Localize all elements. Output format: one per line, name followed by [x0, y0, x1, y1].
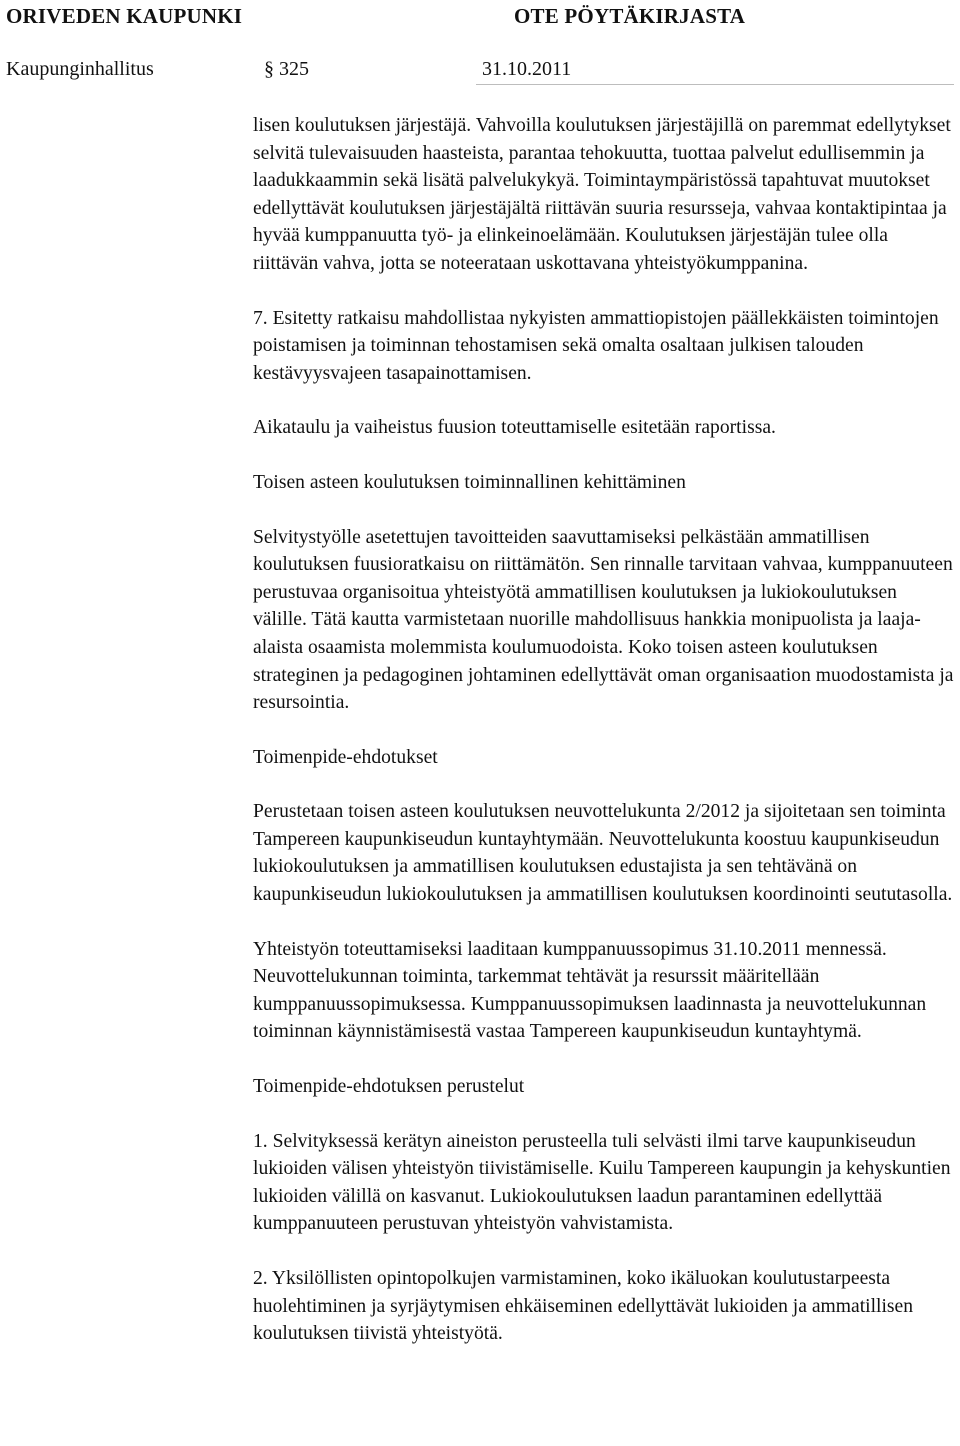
organization-name: ORIVEDEN KAUPUNKI	[6, 4, 243, 28]
paragraph-reason-1: 1. Selvityksessä kerätyn aineiston perusteella tuli selvästi ilmi tarve kaupunkiseudun lukioiden välisen yhteistyön tiivistämiselle. Kuilu Tampereen kaupungin ja kehyskuntien lukioiden välillä on kasvanut. Lukiokoulutuksen laadun parantaminen edellyttää kumppanuuteen perustuvan yhteistyön vahvistamista.	[253, 1130, 951, 1235]
document-body	[253, 112, 955, 1348]
section-heading: Toimenpide-ehdotukset	[253, 746, 438, 768]
document-type: OTE PÖYTÄKIRJASTA	[514, 4, 746, 28]
paragraph-development: Selvitystyölle asetettujen tavoitteiden saavuttamiseksi pelkästään ammatillisen koulutuksen fuusioratkaisu on riittämätön. Sen rinnalle tarvitaan vahvaa, kumppanuuteen perustuvaa organisoitua yhteistyötä ammatillisen koulutuksen ja lukiokoulutuksen välille. Tätä kautta varmistetaan nuorille mahdollisuus hankkia monipuolista ja laaja-alaista osaamista molemmista koulumuodoista. Koko toisen asteen koulutuksen strateginen ja pedagoginen johtaminen edellyttävät oman organisaation muodostamista ja resursointia.	[253, 526, 954, 714]
meeting-info	[6, 58, 952, 86]
section-heading: Toimenpide-ehdotuksen perustelut	[253, 1076, 525, 1098]
paragraph-reason-2: 2. Yksilöllisten opintopolkujen varmistaminen, koko ikäluokan koulutustarpeesta huolehtiminen ja syrjäytymisen ehkäiseminen edellyttävät lukioiden ja ammatillisen koulutuksen tiivistä yhteistyötä.	[253, 1268, 914, 1345]
paragraph-continuation: lisen koulutuksen järjestäjä. Vahvoilla koulutuksen järjestäjillä on paremmat edellytykset selvitä tulevaisuuden haasteista, parantaa tehokuutta, tuottaa palvelut edullisemmin ja laadukkaammin sekä lisätä palvelukykyä. Toimintaympäristössä tapahtuvat muutokset edellyttävät koulutuksen järjestäjältä riittävän suuria resursseja, vahvaa kontaktipintaa ja hyvää kumppanuutta työ- ja elinkeinoelämään. Koulutuksen järjestäjän tulee olla riittävän vahva, jotta se noteerataan uskottavana yhteistyökumppanina.	[253, 115, 951, 274]
paragraph-partnership: Yhteistyön toteuttamiseksi laaditaan kumppanuussopimus 31.10.2011 mennessä. Neuvottelukunnan toiminta, tarkemmat tehtävät ja resurssit määritellään kumppanuussopimuksessa. Kumppanuussopimuksen laadinnasta ja neuvottelukunnan toiminnan käynnistämisestä vastaa Tampereen kaupunkiseudun kuntayhtymä.	[253, 938, 927, 1043]
governing-body: Kaupunginhallitus	[6, 58, 154, 80]
paragraph-schedule: Aikataulu ja vaiheistus fuusion toteuttamiselle esitetään raportissa.	[253, 417, 776, 439]
document-header	[6, 4, 952, 34]
paragraph-proposal: Perustetaan toisen asteen koulutuksen neuvottelukunta 2/2012 ja sijoitetaan sen toiminta Tampereen kaupunkiseudun kuntayhtymään. Neuvottelukunta koostuu kaupunkiseudun lukiokoulutuksen ja ammatillisen koulutuksen edustajista ja sen tehtävänä on kaupunkiseudun lukiokoulutuksen ja ammatillisen koulutuksen koordinointi seututasolla.	[253, 801, 953, 906]
paragraph-point-7: 7. Esitetty ratkaisu mahdollistaa nykyisten ammattiopistojen päällekkäisten toimintojen poistamisen ja toiminnan tehostamisen sekä omalta osaltaan julkisen talouden kestävyysvajeen tasapainottamisen.	[253, 307, 939, 384]
meeting-date: 31.10.2011	[482, 58, 572, 80]
section-heading: Toisen asteen koulutuksen toiminnallinen kehittäminen	[253, 471, 686, 493]
header-divider	[476, 84, 954, 85]
section-number: § 325	[264, 58, 309, 80]
